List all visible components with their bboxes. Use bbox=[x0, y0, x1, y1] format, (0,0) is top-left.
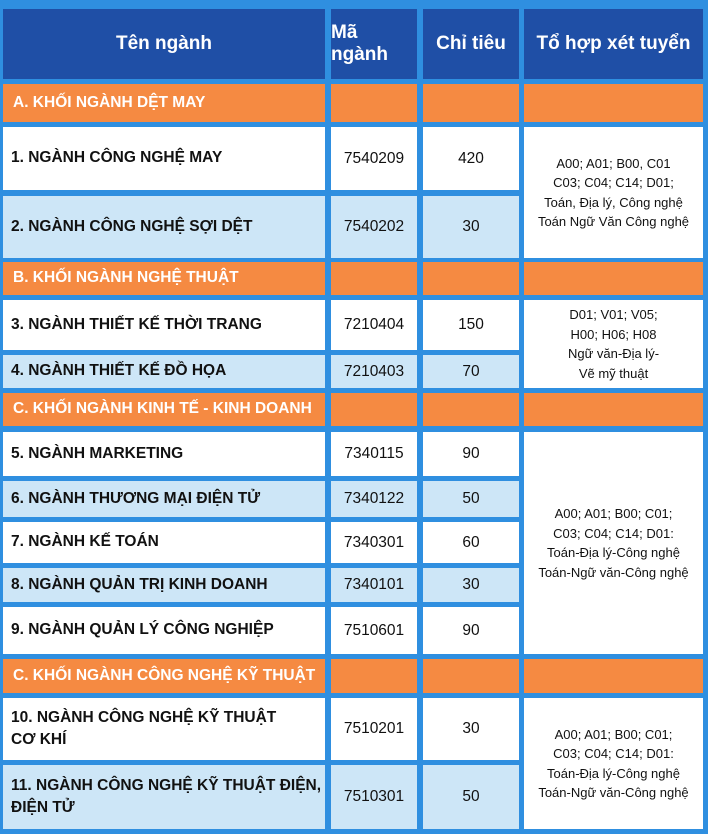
major-quota: 30 bbox=[423, 568, 519, 602]
major-quota: 50 bbox=[423, 481, 519, 517]
major-name: 1. NGÀNH CÔNG NGHỆ MAY bbox=[3, 127, 325, 190]
major-code: 7540209 bbox=[331, 127, 417, 190]
major-name bbox=[3, 765, 325, 829]
combo-line: A00; A01; B00; C01; bbox=[554, 726, 673, 742]
combo-line: C03; C04; C14; D01: bbox=[553, 746, 674, 761]
group-filler bbox=[331, 262, 417, 295]
group-label: B. KHỐI NGÀNH NGHỆ THUẬT bbox=[3, 262, 325, 295]
combo-line: Toán-Ngữ văn-Công nghệ bbox=[538, 785, 689, 800]
combo-line: A00; A01; B00, C01 bbox=[556, 155, 671, 171]
major-name: 4. NGÀNH THIẾT KẾ ĐỒ HỌA bbox=[3, 355, 325, 388]
major-code: 7510201 bbox=[331, 698, 417, 760]
group-filler bbox=[524, 84, 703, 122]
combo-line: C03; C04; C14; D01; bbox=[553, 175, 674, 190]
major-name-line: 10. NGÀNH CÔNG NGHỆ KỸ THUẬT bbox=[11, 708, 277, 726]
major-quota: 90 bbox=[423, 432, 519, 476]
combo-line: Toán-Địa lý-Công nghệ bbox=[547, 545, 680, 560]
major-name: 3. NGÀNH THIẾT KẾ THỜI TRANG bbox=[3, 300, 325, 350]
group-filler bbox=[524, 393, 703, 426]
group-filler bbox=[423, 393, 519, 426]
header-col-code: Mã ngành bbox=[331, 9, 417, 79]
major-quota: 30 bbox=[423, 196, 519, 258]
group-label: C. KHỐI NGÀNH CÔNG NGHỆ KỸ THUẬT bbox=[3, 659, 325, 693]
combo-line: D01; V01; V05; bbox=[569, 307, 658, 322]
group-filler bbox=[423, 659, 519, 693]
major-name-line: CƠ KHÍ bbox=[11, 731, 67, 748]
major-name-line: ĐIỆN TỬ bbox=[11, 799, 75, 816]
major-name: 6. NGÀNH THƯƠNG MẠI ĐIỆN TỬ bbox=[3, 481, 325, 517]
major-name: 9. NGÀNH QUẢN LÝ CÔNG NGHIỆP bbox=[3, 607, 325, 654]
major-quota: 70 bbox=[423, 355, 519, 388]
major-quota: 150 bbox=[423, 300, 519, 350]
group-filler bbox=[423, 84, 519, 122]
major-quota: 90 bbox=[423, 607, 519, 654]
major-quota: 60 bbox=[423, 522, 519, 563]
combo-line: Toán, Địa lý, Công nghệ bbox=[544, 194, 683, 210]
group-filler bbox=[331, 659, 417, 693]
major-code: 7340115 bbox=[331, 432, 417, 476]
combo-line: A00; A01; B00; C01; bbox=[554, 506, 673, 521]
combo-line: Toán-Địa lý-Công nghệ bbox=[547, 765, 680, 781]
major-code: 7540202 bbox=[331, 196, 417, 258]
group-filler bbox=[524, 262, 703, 295]
header-col-name: Tên ngành bbox=[3, 9, 325, 79]
major-code: 7510601 bbox=[331, 607, 417, 654]
group-filler bbox=[331, 84, 417, 122]
combo-line: Toán Ngữ Văn Công nghệ bbox=[537, 214, 690, 229]
major-name: 8. NGÀNH QUẢN TRỊ KINH DOANH bbox=[3, 568, 325, 602]
major-code: 7340301 bbox=[331, 522, 417, 563]
major-name: 2. NGÀNH CÔNG NGHỆ SỢI DỆT bbox=[3, 196, 325, 258]
major-code: 7210403 bbox=[331, 355, 417, 388]
combo-line: Vẽ mỹ thuật bbox=[578, 365, 649, 381]
header-col-quota: Chỉ tiêu bbox=[423, 9, 519, 79]
major-name: 5. NGÀNH MARKETING bbox=[3, 432, 325, 476]
combo-cell bbox=[524, 127, 703, 258]
combo-cell bbox=[524, 432, 703, 654]
combo-line: Toán-Ngữ văn-Công nghệ bbox=[538, 564, 689, 580]
major-code: 7340101 bbox=[331, 568, 417, 602]
major-name: 7. NGÀNH KẾ TOÁN bbox=[3, 522, 325, 563]
group-filler bbox=[331, 393, 417, 426]
major-code: 7210404 bbox=[331, 300, 417, 350]
group-label: C. KHỐI NGÀNH KINH TẾ - KINH DOANH bbox=[3, 393, 325, 426]
group-label: A. KHỐI NGÀNH DỆT MAY bbox=[3, 84, 325, 122]
combo-cell bbox=[524, 300, 703, 388]
group-filler bbox=[524, 659, 703, 693]
combo-line: Ngữ văn-Địa lý- bbox=[567, 346, 660, 361]
group-filler bbox=[423, 262, 519, 295]
combo-cell bbox=[524, 698, 703, 829]
major-name-line: 11. NGÀNH CÔNG NGHỆ KỸ THUẬT ĐIỆN, bbox=[11, 776, 322, 794]
major-quota: 30 bbox=[423, 698, 519, 760]
major-code: 7340122 bbox=[331, 481, 417, 517]
major-name bbox=[3, 698, 325, 760]
combo-line: C03; C04; C14; D01: bbox=[553, 525, 674, 541]
major-code: 7510301 bbox=[331, 765, 417, 829]
header-col-combo: Tổ hợp xét tuyển bbox=[524, 9, 703, 79]
major-quota: 420 bbox=[423, 127, 519, 190]
major-quota: 50 bbox=[423, 765, 519, 829]
combo-line: H00; H06; H08 bbox=[570, 326, 657, 342]
